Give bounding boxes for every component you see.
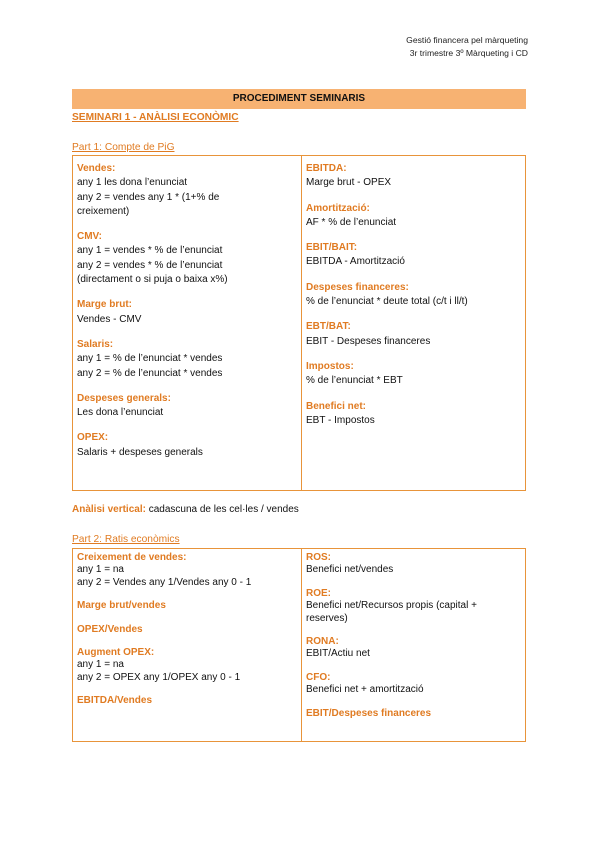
vertical-analysis-text: cadascuna de les cel·les / vendes (145, 504, 299, 515)
header-term: 3r trimestre 3º Màrqueting i CD (409, 48, 528, 58)
formula-entry (77, 624, 297, 636)
formula-label: ROE: (306, 587, 331, 599)
document-header (406, 34, 528, 60)
formula-label: Despeses financeres: (306, 281, 409, 293)
formula-line: Benefici net/Recursos propis (capital + (306, 600, 477, 612)
formula-entry (306, 281, 521, 310)
formula-line: any 2 = % de l’enunciat * vendes (77, 367, 223, 379)
formula-line: (directament o si puja o baixa x%) (77, 274, 228, 286)
formula-label: OPEX: (77, 432, 109, 444)
formula-entry (306, 320, 521, 349)
part2-left-column (73, 549, 302, 741)
formula-label: Benefici net: (306, 400, 367, 412)
formula-entry (77, 695, 297, 707)
formula-label: EBT/BAT: (306, 321, 351, 333)
formula-entry (77, 647, 297, 684)
part1-table (72, 155, 526, 491)
formula-entry (306, 360, 521, 389)
part2-table (72, 548, 526, 742)
formula-line: EBIT/Actiu net (306, 648, 370, 660)
formula-label: ROS: (306, 552, 331, 563)
formula-line: any 1 les dona l’enunciat (77, 177, 188, 189)
formula-label: EBIT/Despeses financeres (306, 707, 432, 719)
formula-entry (306, 552, 521, 577)
formula-line: any 2 = Vendes any 1/Vendes any 0 - 1 (77, 576, 252, 588)
formula-line: any 2 = vendes * % de l’enunciat (77, 259, 223, 271)
part2-title: Part 2: Ratis econòmics (72, 534, 180, 545)
formula-label: EBITDA: (306, 163, 347, 174)
formula-entry (77, 600, 297, 612)
formula-line: any 1 = % de l’enunciat * vendes (77, 353, 223, 365)
formula-line: Benefici net/vendes (306, 564, 394, 576)
formula-label: Creixement de vendes: (77, 552, 187, 563)
formula-entry (306, 672, 521, 697)
formula-entry (77, 338, 297, 381)
formula-line: EBIT - Despeses financeres (306, 335, 431, 347)
formula-line: reserves) (306, 612, 348, 624)
formula-entry (306, 202, 521, 231)
formula-entry (306, 708, 521, 720)
page-title: PROCEDIMENT SEMINARIS (72, 89, 526, 109)
formula-line: % de l’enunciat * EBT (306, 375, 403, 387)
formula-entry (306, 636, 521, 661)
formula-label: Marge brut/vendes (77, 600, 166, 612)
formula-entry (306, 588, 521, 625)
formula-entry (77, 230, 297, 287)
vertical-analysis-label: Anàlisi vertical: (72, 504, 146, 515)
formula-line: any 1 = vendes * % de l’enunciat (77, 245, 223, 257)
formula-entry (77, 431, 297, 460)
formula-line: EBITDA - Amortització (306, 256, 405, 268)
formula-line: Salaris + despeses generals (77, 446, 203, 458)
formula-entry (306, 241, 521, 270)
formula-label: RONA: (306, 636, 339, 648)
formula-label: EBITDA/Vendes (77, 695, 153, 707)
formula-label: Impostos: (306, 360, 354, 372)
formula-label: Marge brut: (77, 299, 132, 311)
formula-line: Les dona l’enunciat (77, 407, 164, 419)
formula-line: EBT - Impostos (306, 414, 375, 426)
formula-line: creixement) (77, 205, 130, 217)
formula-line: % de l’enunciat * deute total (c/t i ll/t) (306, 296, 468, 308)
formula-line: Benefici net + amortització (306, 684, 424, 696)
part1-title: Part 1: Compte de PiG (72, 142, 175, 153)
formula-line: any 1 = na (77, 659, 124, 671)
formula-label: CMV: (77, 231, 102, 243)
formula-entry (77, 552, 297, 589)
header-course: Gestió financera pel màrqueting (406, 35, 528, 45)
formula-line: Vendes - CMV (77, 313, 142, 325)
formula-label: Amortització: (306, 202, 370, 214)
part1-right-column (302, 156, 525, 490)
formula-label: EBIT/BAIT: (306, 242, 358, 254)
formula-line: Marge brut - OPEX (306, 177, 392, 189)
formula-label: Augment OPEX: (77, 647, 155, 659)
formula-entry (77, 162, 297, 219)
seminar-title: SEMINARI 1 - ANÀLISI ECONÒMIC (72, 112, 239, 123)
formula-entry (77, 392, 297, 421)
formula-line: any 2 = vendes any 1 * (1+% de (77, 191, 220, 203)
formula-entry (306, 162, 521, 191)
formula-line: any 1 = na (77, 564, 124, 576)
part1-left-column (73, 156, 302, 490)
formula-label: OPEX/Vendes (77, 623, 143, 635)
vertical-analysis-note (72, 504, 299, 515)
formula-entry (306, 400, 521, 429)
part2-right-column (302, 549, 525, 741)
formula-line: AF * % de l’enunciat (306, 216, 397, 228)
formula-entry (77, 298, 297, 327)
formula-label: Vendes: (77, 163, 116, 174)
formula-label: CFO: (306, 671, 331, 683)
formula-label: Salaris: (77, 338, 114, 350)
formula-line: any 2 = OPEX any 1/OPEX any 0 - 1 (77, 671, 241, 683)
formula-label: Despeses generals: (77, 392, 171, 404)
